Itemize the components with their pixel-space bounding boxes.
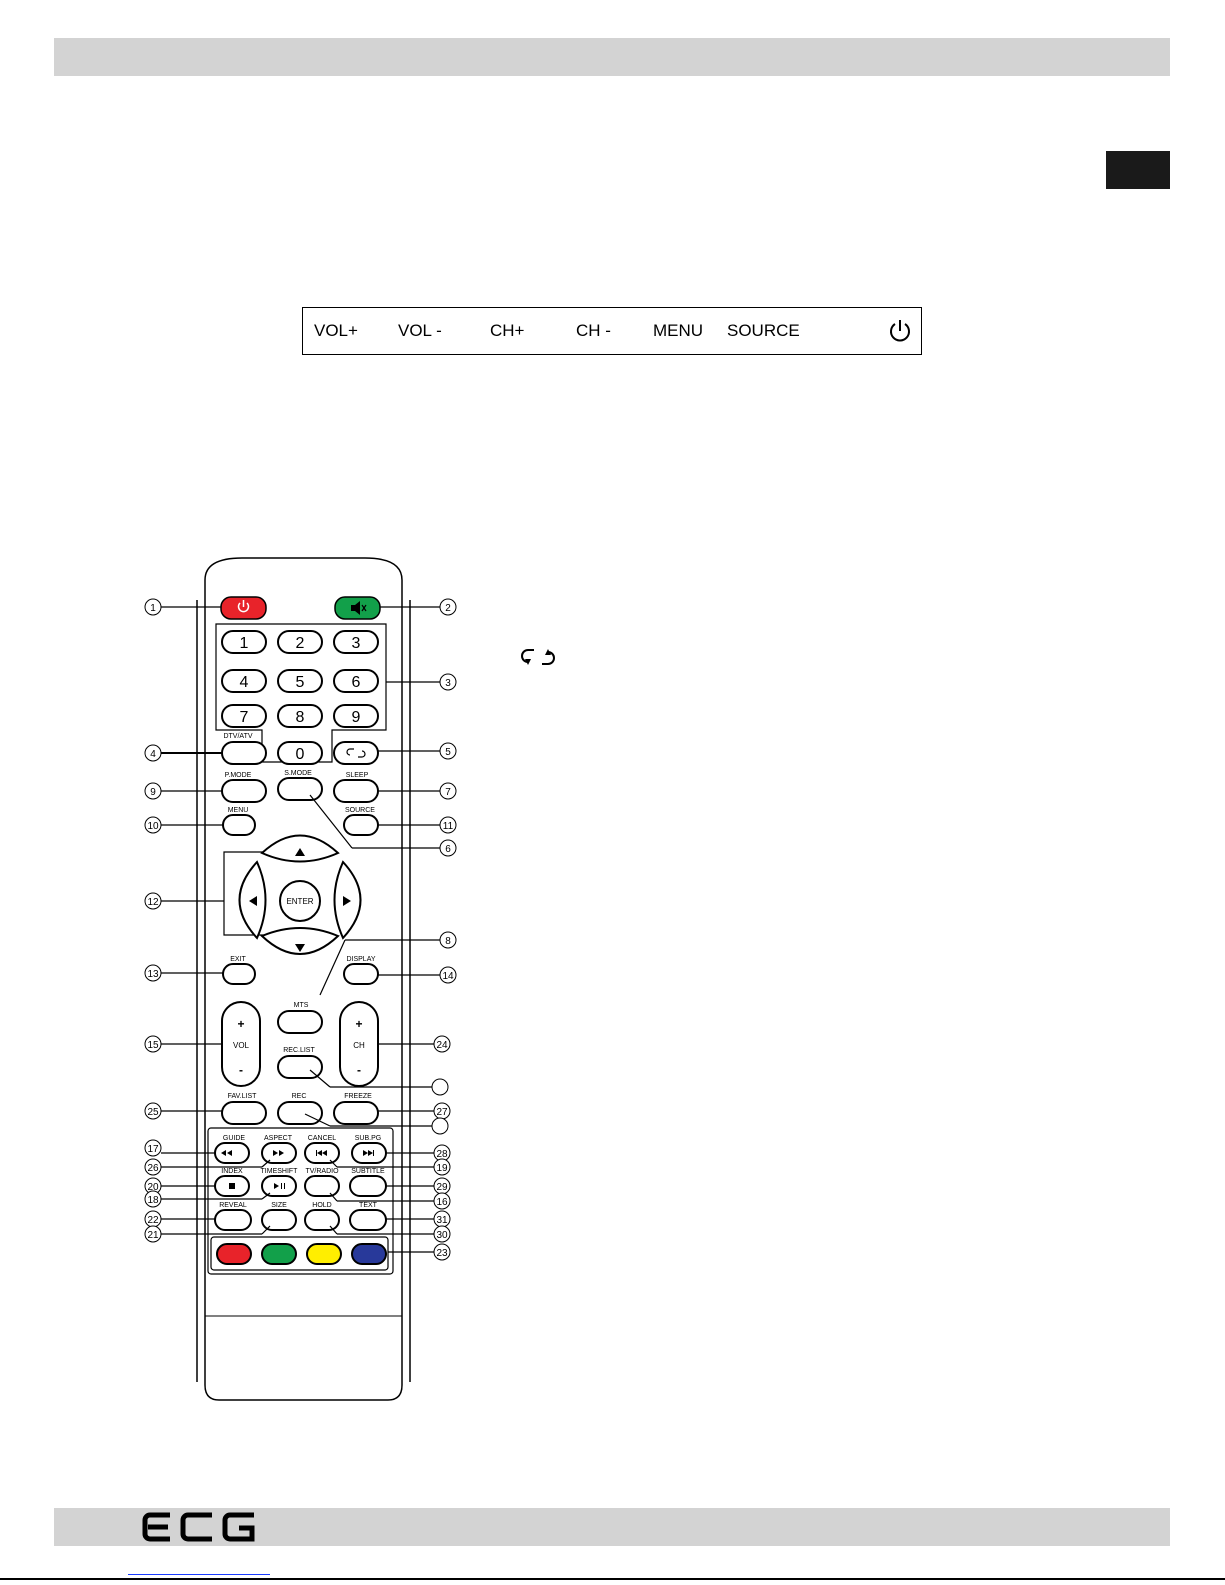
fav-list-button[interactable] <box>222 1102 266 1124</box>
digit-7[interactable]: 7 <box>239 709 249 726</box>
red-button[interactable] <box>217 1244 251 1264</box>
digit-0[interactable]: 0 <box>295 746 305 763</box>
digit-1[interactable]: 1 <box>239 635 249 652</box>
hold-button[interactable] <box>305 1210 339 1230</box>
yellow-button[interactable] <box>307 1244 341 1264</box>
callout-24: 24 <box>436 1040 448 1051</box>
vol-label: VOL <box>232 1041 250 1050</box>
callout-18: 18 <box>147 1195 159 1206</box>
rec-button[interactable] <box>278 1102 322 1124</box>
panel-ch-minus: CH - <box>576 321 611 340</box>
green-button[interactable] <box>262 1244 296 1264</box>
callout-7: 7 <box>445 787 451 798</box>
enter-label[interactable]: ENTER <box>286 897 314 906</box>
callout-25: 25 <box>147 1107 159 1118</box>
callout-26: 26 <box>147 1163 159 1174</box>
callout-11: 11 <box>442 821 454 832</box>
label-size: SIZE <box>271 1202 287 1209</box>
callout-3: 3 <box>445 678 451 689</box>
callout-23: 23 <box>436 1248 448 1259</box>
display-button[interactable] <box>344 964 378 984</box>
label-index: INDEX <box>221 1168 243 1175</box>
ch-minus-label: - <box>357 1063 361 1077</box>
callout-17: 17 <box>147 1144 159 1155</box>
callout-19: 19 <box>436 1163 448 1174</box>
label-guide: GUIDE <box>222 1135 246 1142</box>
vol-plus-label: + <box>237 1017 245 1031</box>
source-button[interactable] <box>344 815 378 835</box>
callout-12: 12 <box>147 897 159 908</box>
digit-2[interactable]: 2 <box>295 635 305 652</box>
digit-3[interactable]: 3 <box>351 635 361 652</box>
callout-13: 13 <box>147 969 159 980</box>
callout-2: 2 <box>445 603 451 614</box>
label-rec: REC <box>291 1093 307 1100</box>
label-fav-list: FAV.LIST <box>227 1093 257 1100</box>
vol-minus-label: - <box>239 1063 243 1077</box>
callout-31: 31 <box>436 1215 448 1226</box>
callout-28: 28 <box>436 1149 448 1160</box>
label-hold: HOLD <box>312 1202 332 1209</box>
panel-ch-plus: CH+ <box>490 321 525 340</box>
label-dtv-atv: DTV/ATV <box>223 733 253 740</box>
menu-button[interactable] <box>223 815 255 835</box>
p-mode-button[interactable] <box>222 780 266 802</box>
callout-21: 21 <box>147 1230 159 1241</box>
ecg-logo <box>142 1512 257 1542</box>
digit-4[interactable]: 4 <box>239 674 249 691</box>
callout-15: 15 <box>147 1040 159 1051</box>
label-s-mode: S.MODE <box>284 770 312 777</box>
callout-10: 10 <box>147 821 159 832</box>
callout-5: 5 <box>445 747 451 758</box>
digit-6[interactable]: 6 <box>351 674 361 691</box>
subtitle-button[interactable] <box>350 1176 386 1196</box>
label-tv-radio: TV/RADIO <box>305 1168 339 1175</box>
digit-9[interactable]: 9 <box>351 709 361 726</box>
reveal-button[interactable] <box>215 1210 251 1230</box>
s-mode-button[interactable] <box>278 778 322 800</box>
callout-29: 29 <box>436 1182 448 1193</box>
label-menu: MENU <box>227 807 249 814</box>
text-button[interactable] <box>350 1210 386 1230</box>
ch-plus-label: + <box>355 1017 363 1031</box>
label-reveal: REVEAL <box>219 1202 247 1209</box>
sleep-button[interactable] <box>334 780 378 802</box>
callout-30: 30 <box>436 1230 448 1241</box>
freeze-button[interactable] <box>334 1102 378 1124</box>
callout-1: 1 <box>150 603 156 614</box>
mute-button[interactable] <box>335 597 380 619</box>
ch-label: CH <box>353 1041 365 1050</box>
tv-radio-button[interactable] <box>305 1176 339 1196</box>
panel-vol-plus: VOL+ <box>314 321 358 340</box>
callout-6: 6 <box>445 844 451 855</box>
label-display: DISPLAY <box>346 956 376 963</box>
panel-source: SOURCE <box>727 321 800 340</box>
callout-20: 20 <box>147 1182 159 1193</box>
label-source: SOURCE <box>345 807 375 814</box>
panel-vol-minus: VOL - <box>398 321 442 340</box>
callout-4: 4 <box>150 749 156 760</box>
stop-icon <box>229 1183 235 1189</box>
callout-22: 22 <box>147 1215 159 1226</box>
label-subtitle: SUBTITLE <box>351 1168 385 1175</box>
callout-14: 14 <box>442 971 454 982</box>
label-exit: EXIT <box>230 956 246 963</box>
exit-button[interactable] <box>223 964 255 984</box>
size-button[interactable] <box>262 1210 296 1230</box>
label-text: TEXT <box>359 1202 377 1209</box>
label-sleep: SLEEP <box>345 772 369 779</box>
dtv-atv-button[interactable] <box>222 742 266 764</box>
footer-link[interactable] <box>128 1574 270 1575</box>
callout-9: 9 <box>150 787 156 798</box>
callout-16: 16 <box>436 1197 448 1208</box>
digit-8[interactable]: 8 <box>295 709 305 726</box>
label-sub-pg: SUB.PG <box>354 1135 382 1142</box>
bottom-rule <box>0 1578 1225 1580</box>
power-button[interactable] <box>221 597 266 619</box>
label-mts: MTS <box>293 1002 309 1009</box>
panel-menu: MENU <box>653 321 704 340</box>
callout-8: 8 <box>445 936 451 947</box>
label-timeshift: TIMESHIFT <box>260 1168 298 1175</box>
label-cancel: CANCEL <box>307 1135 337 1142</box>
callout-27: 27 <box>436 1107 448 1118</box>
mts-button[interactable] <box>278 1011 322 1033</box>
label-rec-list: REC.LIST <box>283 1047 315 1054</box>
label-freeze: FREEZE <box>344 1093 372 1100</box>
label-aspect: ASPECT <box>263 1135 293 1142</box>
label-p-mode: P.MODE <box>224 772 252 779</box>
digit-5[interactable]: 5 <box>295 674 305 691</box>
blue-button[interactable] <box>352 1244 386 1264</box>
